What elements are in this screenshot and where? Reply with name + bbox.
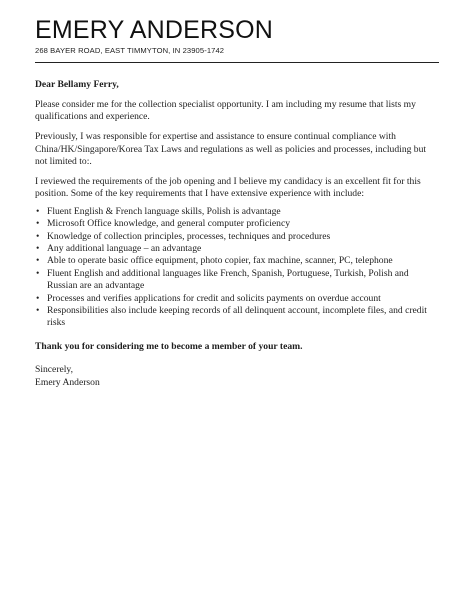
list-item-text: Processes and verifies applications for credit and solicits payments on overdue account <box>47 292 381 304</box>
list-item <box>35 293 439 305</box>
list-item-text: Fluent English & French language skills, Polish is advantage <box>47 205 281 217</box>
list-item-text: Microsoft Office knowledge, and general computer proficiency <box>47 218 291 230</box>
bullet-icon: • <box>36 205 40 217</box>
letter-body <box>35 79 439 389</box>
bullet-icon: • <box>36 267 40 279</box>
list-item-text: Responsibilities also include keeping records of all delinquent account, incomplete files, and credit risks <box>47 305 427 329</box>
bullet-icon: • <box>36 305 40 316</box>
list-item <box>35 218 439 230</box>
applicant-address: 268 BAYER ROAD, EAST TIMMYTON, IN 23905-1742 <box>35 46 225 55</box>
bullet-icon: • <box>36 230 40 242</box>
bullet-icon: • <box>36 242 40 254</box>
list-item <box>35 243 439 255</box>
list-item <box>35 255 439 267</box>
list-item <box>35 305 439 330</box>
list-item <box>35 268 439 293</box>
list-item-text: Fluent English and additional languages like French, Spanish, Portuguese, Turkish, Polish and Russian are an advantage <box>47 267 409 292</box>
bullet-icon: • <box>36 292 40 304</box>
bullet-icon: • <box>36 255 40 267</box>
applicant-name: EMERY ANDERSON <box>35 16 274 44</box>
paragraph-requirements: I reviewed the requirements of the job opening and I believe my candidacy is an excellent fit for this position. Some of the key requirements that I have extensive experience with include: <box>35 175 421 200</box>
resume-letter-page <box>35 16 439 389</box>
bullet-icon: • <box>36 218 40 230</box>
list-item <box>35 206 439 218</box>
closing-statement: Thank you for considering me to become a member of your team. <box>35 340 303 352</box>
list-item-text: Knowledge of collection principles, processes, techniques and procedures <box>47 230 331 242</box>
salutation: Dear Bellamy Ferry, <box>35 79 119 90</box>
paragraph-intro: Please consider me for the collection specialist opportunity. I am including my resume that lists my qualifications and experience. <box>35 98 416 123</box>
list-item-text: Any additional language – an advantage <box>47 242 202 254</box>
list-item-text: Able to operate basic office equipment, photo copier, fax machine, scanner, PC, telephone <box>47 255 393 267</box>
sign-off: Sincerely, <box>35 364 74 376</box>
paragraph-experience: Previously, I was responsible for expertise and assistance to ensure continual compliance with China/HK/Singapore/Korea Tax Laws and regulations as well as policies and processes, including but not limited to:. <box>35 131 427 168</box>
requirements-list <box>35 206 439 330</box>
header-divider <box>35 62 439 63</box>
list-item <box>35 231 439 243</box>
signature-name: Emery Anderson <box>35 376 100 388</box>
